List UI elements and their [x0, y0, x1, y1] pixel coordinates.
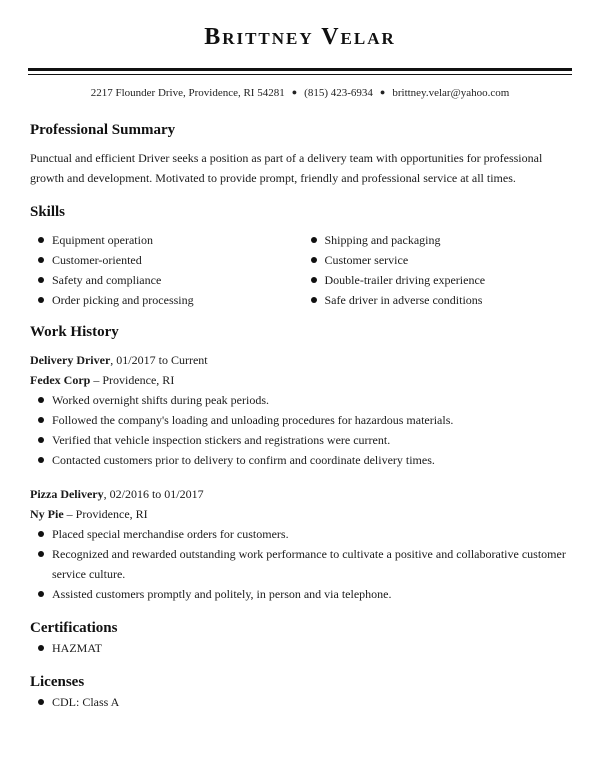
skill-item: Safety and compliance	[30, 270, 303, 290]
job-dates: , 01/2017 to Current	[110, 353, 208, 367]
separator-dot: ●	[379, 87, 386, 97]
job-bullet: Assisted customers promptly and politely, in person and via telephone.	[30, 584, 575, 604]
skills-grid	[30, 230, 575, 310]
skills-left-column	[30, 230, 303, 310]
header-rule-thin	[28, 74, 572, 75]
header-rule-thick	[28, 68, 572, 71]
contact-line	[0, 87, 600, 99]
skill-item: Order picking and processing	[30, 290, 303, 310]
job-bullet: Recognized and rewarded outstanding work performance to cultivate a positive and collaborative customer service culture.	[30, 544, 575, 584]
job-location: – Providence, RI	[63, 507, 148, 521]
job-title-line	[30, 484, 575, 504]
job-title: Pizza Delivery	[30, 487, 104, 501]
job-title: Delivery Driver	[30, 353, 111, 367]
certifications-list	[30, 638, 575, 658]
skill-item: Double-trailer driving experience	[303, 270, 576, 290]
job-title-line	[30, 350, 575, 370]
separator-dot: ●	[291, 87, 298, 97]
certification-item: HAZMAT	[30, 638, 575, 658]
resume-content	[30, 120, 575, 712]
job-location: – Providence, RI	[90, 373, 175, 387]
contact-phone: (815) 423-6934	[304, 87, 373, 99]
job-company: Fedex Corp	[30, 373, 91, 387]
job-bullet: Contacted customers prior to delivery to confirm and coordinate delivery times.	[30, 450, 575, 470]
job-bullet: Followed the company's loading and unloading procedures for hazardous materials.	[30, 410, 575, 430]
job-company-line	[30, 504, 575, 524]
license-item: CDL: Class A	[30, 692, 575, 712]
licenses-list	[30, 692, 575, 712]
job-bullets	[30, 524, 575, 604]
summary-heading: Professional Summary	[30, 122, 176, 138]
skills-heading: Skills	[30, 204, 66, 220]
job-dates: , 02/2016 to 01/2017	[103, 487, 204, 501]
contact-address: 2217 Flounder Drive, Providence, RI 54281	[90, 87, 285, 99]
licenses-heading: Licenses	[30, 674, 85, 690]
job-bullet: Verified that vehicle inspection stickers and registrations were current.	[30, 430, 575, 450]
job-entry	[30, 350, 575, 470]
work-history-heading: Work History	[30, 324, 119, 340]
skill-item: Safe driver in adverse conditions	[303, 290, 576, 310]
skill-item: Shipping and packaging	[303, 230, 576, 250]
skill-item: Customer-oriented	[30, 250, 303, 270]
job-bullet: Placed special merchandise orders for customers.	[30, 524, 575, 544]
job-company-line	[30, 370, 575, 390]
summary-text: Punctual and efficient Driver seeks a position as part of a delivery team with opportunities for professional growth and development. Motivated to provide prompt, friendly and professional service at all times.	[30, 151, 543, 185]
skills-right-column	[303, 230, 576, 310]
job-bullet: Worked overnight shifts during peak periods.	[30, 390, 575, 410]
job-company: Ny Pie	[30, 507, 64, 521]
candidate-name: Brittney Velar	[204, 24, 396, 50]
job-entry	[30, 484, 575, 604]
job-bullets	[30, 390, 575, 470]
skill-item: Customer service	[303, 250, 576, 270]
certifications-heading: Certifications	[30, 620, 118, 636]
contact-email: brittney.velar@yahoo.com	[392, 87, 510, 99]
skill-item: Equipment operation	[30, 230, 303, 250]
